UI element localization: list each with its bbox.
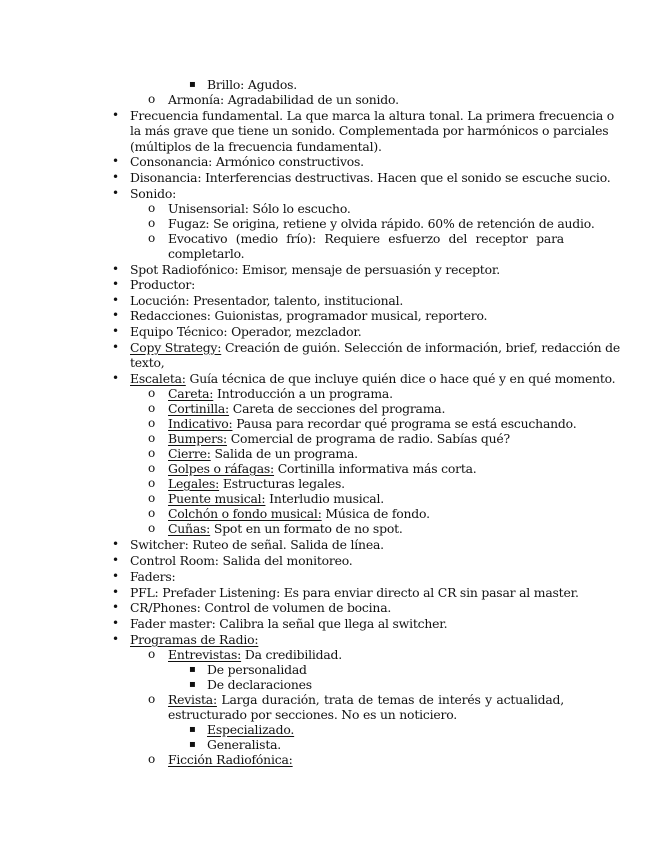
text-line: [130, 569, 175, 584]
circle-bullet-icon: o: [148, 446, 156, 460]
line-text: Spot Radiofónico: Emisor, mensaje de persuasión y receptor.: [130, 262, 500, 277]
text-line: [168, 216, 595, 231]
circle-bullet-icon: o: [148, 231, 156, 245]
text-line: [168, 461, 477, 476]
underlined-term: Golpes o ráfagas:: [168, 461, 275, 476]
circle-bullet-icon: o: [148, 401, 156, 415]
circle-bullet-icon: o: [148, 692, 156, 706]
text-line: [130, 293, 403, 308]
text-line: [207, 722, 294, 737]
underlined-term: Cortinilla:: [168, 401, 230, 416]
line-text: Control Room: Salida del monitoreo.: [130, 553, 353, 568]
circle-bullet-icon: o: [148, 521, 156, 535]
text-line: [130, 262, 500, 277]
text-line: [168, 446, 358, 461]
disc-bullet-icon: •: [112, 262, 120, 276]
line-text: Evocativo (medio frío): Requiere esfuerzo del receptor para: [168, 231, 564, 246]
text-line: [130, 355, 164, 370]
circle-bullet-icon: o: [148, 386, 156, 400]
line-text: Disonancia: Interferencias destructivas. Hacen que el sonido se escuche sucio.: [130, 170, 611, 185]
circle-bullet-icon: o: [148, 92, 156, 106]
line-text: Sonido:: [130, 186, 177, 201]
square-bullet-icon: ▪: [189, 679, 196, 690]
text-line: [168, 201, 351, 216]
text-line: [130, 170, 610, 185]
text-line: [168, 92, 399, 107]
text-line: [130, 632, 258, 647]
underlined-term: Especializado.: [207, 722, 295, 737]
square-bullet-icon: ▪: [189, 739, 196, 750]
circle-bullet-icon: o: [148, 416, 156, 430]
line-text: Redacciones: Guionistas, programador musical, reportero.: [130, 308, 488, 323]
text-line: [130, 585, 579, 600]
line-text: Armonía: Agradabilidad de un sonido.: [168, 92, 399, 107]
text-line: [130, 308, 487, 323]
disc-bullet-icon: •: [112, 340, 120, 354]
text-line: [130, 537, 384, 552]
line-text: Spot en un formato de no spot.: [210, 521, 403, 536]
underlined-term: Bumpers:: [168, 431, 227, 446]
disc-bullet-icon: •: [112, 308, 120, 322]
disc-bullet-icon: •: [112, 324, 120, 338]
line-text: Guía técnica de que incluye quién dice o hace qué y en qué momento.: [185, 371, 616, 386]
line-text: Creación de guión. Selección de información, brief, redacción de: [221, 340, 620, 355]
underlined-term: Cierre:: [168, 446, 211, 461]
line-text: Interludio musical.: [265, 491, 384, 506]
text-line: [130, 371, 615, 386]
line-text: Productor:: [130, 277, 196, 292]
line-text: estructurado por secciones. No es un noticiero.: [168, 707, 457, 722]
underlined-term: Ficción Radiofónica:: [168, 752, 293, 767]
line-text: PFL: Prefader Listening: Es para enviar directo al CR sin pasar al master.: [130, 585, 579, 600]
text-line: [130, 600, 391, 615]
text-line: [168, 491, 384, 506]
disc-bullet-icon: •: [112, 537, 120, 551]
underlined-term: Colchón o fondo musical:: [168, 506, 322, 521]
text-line: [130, 277, 195, 292]
disc-bullet-icon: •: [112, 186, 120, 200]
text-line: [168, 506, 430, 521]
text-line: [207, 662, 307, 677]
disc-bullet-icon: •: [112, 616, 120, 630]
line-text: CR/Phones: Control de volumen de bocina.: [130, 600, 392, 615]
line-text: Careta de secciones del programa.: [229, 401, 446, 416]
square-bullet-icon: ▪: [189, 724, 196, 735]
circle-bullet-icon: o: [148, 491, 156, 505]
underlined-term: Programas de Radio:: [130, 632, 259, 647]
text-line: [130, 154, 364, 169]
text-line: [168, 401, 445, 416]
underlined-term: Revista:: [168, 692, 217, 707]
circle-bullet-icon: o: [148, 201, 156, 215]
disc-bullet-icon: •: [112, 585, 120, 599]
line-text: Generalista.: [207, 737, 282, 752]
square-bullet-icon: ▪: [189, 664, 196, 675]
line-text: Locución: Presentador, talento, institucional.: [130, 293, 404, 308]
text-line: [130, 108, 614, 123]
underlined-term: Cuñas:: [168, 521, 211, 536]
circle-bullet-icon: o: [148, 476, 156, 490]
line-text: Introducción a un programa.: [213, 386, 393, 401]
circle-bullet-icon: o: [148, 506, 156, 520]
disc-bullet-icon: •: [112, 569, 120, 583]
disc-bullet-icon: •: [112, 632, 120, 646]
text-line: [130, 553, 353, 568]
text-line: [168, 246, 244, 261]
underlined-term: Careta:: [168, 386, 214, 401]
line-text: Frecuencia fundamental. La que marca la altura tonal. La primera frecuencia o: [130, 108, 615, 123]
line-text: Pausa para recordar qué programa se está escuchando.: [232, 416, 577, 431]
text-line: [207, 737, 281, 752]
line-text: (múltiplos de la frecuencia fundamental).: [130, 139, 382, 154]
text-line: [130, 340, 620, 355]
text-line: [168, 707, 457, 722]
line-text: Consonancia: Armónico constructivos.: [130, 154, 364, 169]
line-text: Larga duración, trata de temas de interés y actualidad,: [216, 692, 564, 707]
line-text: texto,: [130, 355, 165, 370]
line-text: Fader master: Calibra la señal que llega al switcher.: [130, 616, 448, 631]
text-line: [168, 692, 564, 707]
line-text: De declaraciones: [207, 677, 312, 692]
square-bullet-icon: ▪: [189, 79, 196, 90]
line-text: Faders:: [130, 569, 176, 584]
line-text: De personalidad: [207, 662, 307, 677]
disc-bullet-icon: •: [112, 108, 120, 122]
line-text: Cortinilla informativa más corta.: [274, 461, 477, 476]
circle-bullet-icon: o: [148, 431, 156, 445]
text-line: [168, 752, 293, 767]
line-text: Comercial de programa de radio. Sabías qué?: [226, 431, 510, 446]
line-text: Música de fondo.: [321, 506, 430, 521]
circle-bullet-icon: o: [148, 752, 156, 766]
circle-bullet-icon: o: [148, 461, 156, 475]
circle-bullet-icon: o: [148, 216, 156, 230]
text-line: [168, 416, 576, 431]
text-line: [130, 139, 382, 154]
disc-bullet-icon: •: [112, 553, 120, 567]
underlined-term: Escaleta:: [130, 371, 186, 386]
line-text: Estructuras legales.: [219, 476, 345, 491]
text-line: [168, 521, 403, 536]
underlined-term: Copy Strategy:: [130, 340, 222, 355]
text-line: [130, 324, 361, 339]
disc-bullet-icon: •: [112, 170, 120, 184]
text-line: [168, 431, 510, 446]
line-text: Fugaz: Se origina, retiene y olvida rápido. 60% de retención de audio.: [168, 216, 595, 231]
underlined-term: Entrevistas:: [168, 647, 242, 662]
disc-bullet-icon: •: [112, 293, 120, 307]
line-text: Switcher: Ruteo de señal. Salida de línea.: [130, 537, 384, 552]
line-text: completarlo.: [168, 246, 245, 261]
text-line: [130, 186, 176, 201]
line-text: la más grave que tiene un sonido. Complementada por harmónicos o parciales: [130, 123, 609, 138]
underlined-term: Indicativo:: [168, 416, 233, 431]
text-line: [168, 386, 393, 401]
text-line: [168, 231, 564, 246]
text-line: [207, 77, 297, 92]
underlined-term: Puente musical:: [168, 491, 266, 506]
disc-bullet-icon: •: [112, 600, 120, 614]
text-line: [130, 616, 447, 631]
disc-bullet-icon: •: [112, 371, 120, 385]
disc-bullet-icon: •: [112, 154, 120, 168]
text-line: [168, 476, 345, 491]
disc-bullet-icon: •: [112, 277, 120, 291]
line-text: Salida de un programa.: [210, 446, 358, 461]
line-text: Equipo Técnico: Operador, mezclador.: [130, 324, 362, 339]
text-line: [168, 647, 342, 662]
line-text: Da credibilidad.: [241, 647, 342, 662]
text-line: [207, 677, 312, 692]
line-text: Unisensorial: Sólo lo escucho.: [168, 201, 351, 216]
line-text: Brillo: Agudos.: [207, 77, 298, 92]
circle-bullet-icon: o: [148, 647, 156, 661]
text-line: [130, 123, 608, 138]
underlined-term: Legales:: [168, 476, 220, 491]
